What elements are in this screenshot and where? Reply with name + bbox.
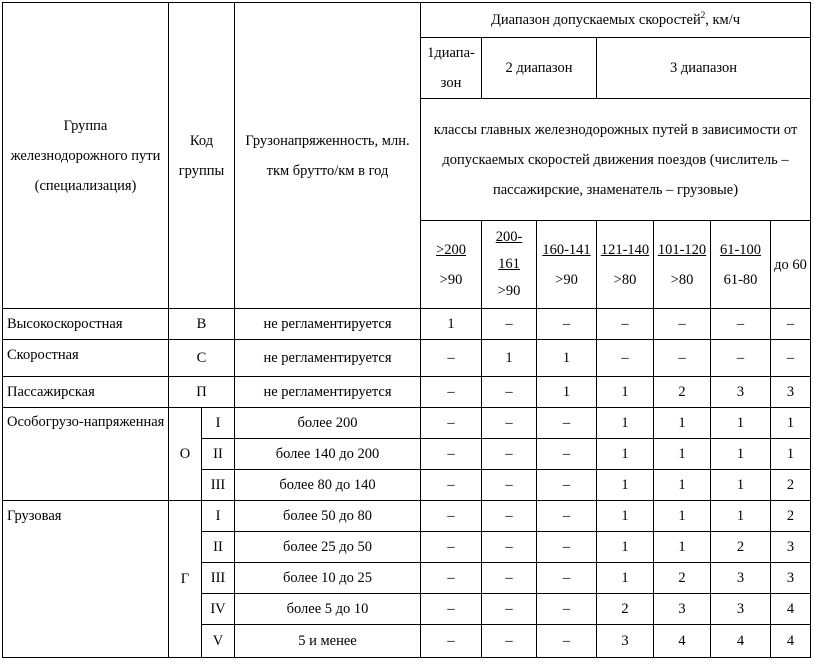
row-value-col-5: 2 (654, 377, 711, 408)
row-value-col-7: 2 (771, 470, 811, 501)
row-value-col-4: 1 (597, 377, 654, 408)
row-value-col-7: 4 (771, 625, 811, 658)
row-value-col-1: 1 (421, 309, 482, 340)
row-value-col-3: – (537, 439, 597, 470)
table-row (3, 501, 811, 532)
speed-col-6-den: 61-80 (723, 271, 758, 288)
table-row (3, 340, 811, 377)
speed-col-2-num: 200-161 (495, 229, 523, 272)
row-value-col-2: – (482, 532, 537, 563)
row-value-col-2: – (482, 594, 537, 625)
speed-col-4 (597, 221, 654, 309)
row-value-col-5: 1 (654, 408, 711, 439)
range-3-label: 3 диапазон (669, 60, 738, 76)
row-load: более 80 до 140 (235, 470, 421, 501)
speed-col-2-den: >90 (497, 283, 521, 299)
header-speed-range (421, 3, 811, 38)
range-2-label: 2 диапазон (505, 60, 573, 76)
row-value-col-3: – (537, 470, 597, 501)
row-value-col-1: – (421, 563, 482, 594)
speed-col-1-num: >200 (436, 241, 466, 258)
row-value-col-7: – (771, 340, 811, 377)
row-subgroup: II (202, 439, 235, 470)
row-group-name: Грузовая (3, 501, 169, 658)
range-1-label: 1диапа-зон (427, 45, 475, 91)
speed-col-1 (421, 221, 482, 309)
row-value-col-3: – (537, 625, 597, 658)
row-value-col-2: – (482, 309, 537, 340)
speed-range-footnote: 2 (700, 10, 706, 21)
row-value-col-2: – (482, 439, 537, 470)
row-load: более 200 (235, 408, 421, 439)
speed-col-4-num: 121-140 (600, 241, 650, 258)
row-value-col-5: 2 (654, 563, 711, 594)
speed-col-5-num: 101-120 (657, 241, 707, 258)
row-group-code: П (169, 377, 235, 408)
row-value-col-5: 1 (654, 501, 711, 532)
row-value-col-6: 4 (711, 625, 771, 658)
table-row (3, 309, 811, 340)
row-load: не регламентируется (235, 309, 421, 340)
row-value-col-2: 1 (482, 340, 537, 377)
row-value-col-4: 1 (597, 532, 654, 563)
speed-col-3 (537, 221, 597, 309)
row-subgroup: III (202, 470, 235, 501)
row-load: более 10 до 25 (235, 563, 421, 594)
speed-col-5 (654, 221, 711, 309)
row-group-name: Скоростная (3, 340, 169, 377)
row-load: более 140 до 200 (235, 439, 421, 470)
row-value-col-5: 3 (654, 594, 711, 625)
row-subgroup: II (202, 532, 235, 563)
row-subgroup: I (202, 408, 235, 439)
row-subgroup: I (202, 501, 235, 532)
row-value-col-7: 2 (771, 501, 811, 532)
speed-col-6-num: 61-100 (719, 241, 762, 258)
row-subgroup: III (202, 563, 235, 594)
row-value-col-1: – (421, 470, 482, 501)
row-value-col-6: 2 (711, 532, 771, 563)
speed-col-3-num: 160-141 (542, 241, 591, 258)
speed-range-unit: , км/ч (705, 12, 741, 28)
row-value-col-1: – (421, 625, 482, 658)
row-subgroup: V (202, 625, 235, 658)
row-load: 5 и менее (235, 625, 421, 658)
row-group-code: С (169, 340, 235, 377)
header-load-label: Грузонапряженность, млн. ткм брутто/км в год (245, 132, 410, 179)
row-value-col-6: 3 (711, 563, 771, 594)
header-code-label: Код группы (178, 132, 225, 179)
row-load: более 25 до 50 (235, 532, 421, 563)
row-group-code: В (169, 309, 235, 340)
speed-range-title: Диапазон допускаемых скоростей (490, 12, 701, 28)
row-value-col-4: 2 (597, 594, 654, 625)
row-value-col-2: – (482, 625, 537, 658)
row-value-col-7: 3 (771, 377, 811, 408)
row-value-col-7: 3 (771, 532, 811, 563)
row-value-col-3: 1 (537, 340, 597, 377)
row-value-col-3: – (537, 501, 597, 532)
row-value-col-3: – (537, 532, 597, 563)
speed-col-5-den: >80 (670, 271, 694, 288)
row-value-col-1: – (421, 408, 482, 439)
row-value-col-5: – (654, 340, 711, 377)
row-load: не регламентируется (235, 377, 421, 408)
row-value-col-2: – (482, 501, 537, 532)
row-value-col-2: – (482, 563, 537, 594)
header-code (169, 3, 235, 309)
row-value-col-7: 1 (771, 408, 811, 439)
row-value-col-3: 1 (537, 377, 597, 408)
row-value-col-3: – (537, 309, 597, 340)
row-value-col-3: – (537, 408, 597, 439)
row-value-col-6: – (711, 340, 771, 377)
row-value-col-1: – (421, 532, 482, 563)
speed-col-3-den: >90 (555, 271, 578, 288)
row-value-col-6: 1 (711, 408, 771, 439)
row-group-name: Пассажирская (3, 377, 169, 408)
speed-col-2 (482, 221, 537, 309)
row-value-col-4: 1 (597, 439, 654, 470)
table-row (3, 377, 811, 408)
row-value-col-2: – (482, 470, 537, 501)
row-load: более 50 до 80 (235, 501, 421, 532)
header-range-1 (421, 38, 482, 99)
row-value-col-5: – (654, 309, 711, 340)
classes-description: классы главных железнодорожных путей в зависимости от допускаемых скоростей движения поездов (числитель – пассажирские, знаменатель – грузовые) (433, 121, 798, 198)
row-load: не регламентируется (235, 340, 421, 377)
row-value-col-6: 3 (711, 594, 771, 625)
row-value-col-1: – (421, 501, 482, 532)
row-value-col-4: 3 (597, 625, 654, 658)
row-group-code: Г (169, 501, 202, 658)
row-value-col-4: – (597, 309, 654, 340)
row-value-col-2: – (482, 377, 537, 408)
row-group-code: О (169, 408, 202, 501)
speed-col-4-den: >80 (613, 271, 637, 288)
row-value-col-2: – (482, 408, 537, 439)
table-row (3, 408, 811, 439)
row-value-col-6: 1 (711, 439, 771, 470)
row-value-col-6: – (711, 309, 771, 340)
row-value-col-7: 1 (771, 439, 811, 470)
row-value-col-5: 1 (654, 470, 711, 501)
speed-col-6 (711, 221, 771, 309)
row-value-col-5: 1 (654, 532, 711, 563)
header-range-3 (597, 38, 811, 99)
row-value-col-3: – (537, 594, 597, 625)
row-value-col-7: – (771, 309, 811, 340)
row-value-col-7: 3 (771, 563, 811, 594)
row-value-col-6: 1 (711, 470, 771, 501)
header-group (3, 3, 169, 309)
speed-col-7 (771, 221, 811, 309)
row-value-col-5: 1 (654, 439, 711, 470)
speed-col-1-den: >90 (439, 271, 463, 288)
track-classification-table (2, 2, 811, 658)
row-subgroup: IV (202, 594, 235, 625)
row-value-col-1: – (421, 377, 482, 408)
header-group-label: Группа железнодорожного пути (специализация) (10, 117, 161, 194)
row-value-col-4: 1 (597, 470, 654, 501)
row-value-col-7: 4 (771, 594, 811, 625)
row-value-col-4: 1 (597, 563, 654, 594)
row-load: более 5 до 10 (235, 594, 421, 625)
header-load (235, 3, 421, 309)
row-value-col-6: 1 (711, 501, 771, 532)
row-group-name: Высокоскоростная (3, 309, 169, 340)
row-value-col-4: 1 (597, 501, 654, 532)
header-range-2 (482, 38, 597, 99)
row-value-col-6: 3 (711, 377, 771, 408)
row-value-col-4: – (597, 340, 654, 377)
row-value-col-1: – (421, 439, 482, 470)
row-value-col-4: 1 (597, 408, 654, 439)
speed-col-7-num: до 60 (774, 256, 807, 273)
row-group-name: Особогрузо-напряженная (3, 408, 169, 501)
row-value-col-1: – (421, 340, 482, 377)
header-classes-description (421, 99, 811, 221)
row-value-col-5: 4 (654, 625, 711, 658)
row-value-col-1: – (421, 594, 482, 625)
row-value-col-3: – (537, 563, 597, 594)
